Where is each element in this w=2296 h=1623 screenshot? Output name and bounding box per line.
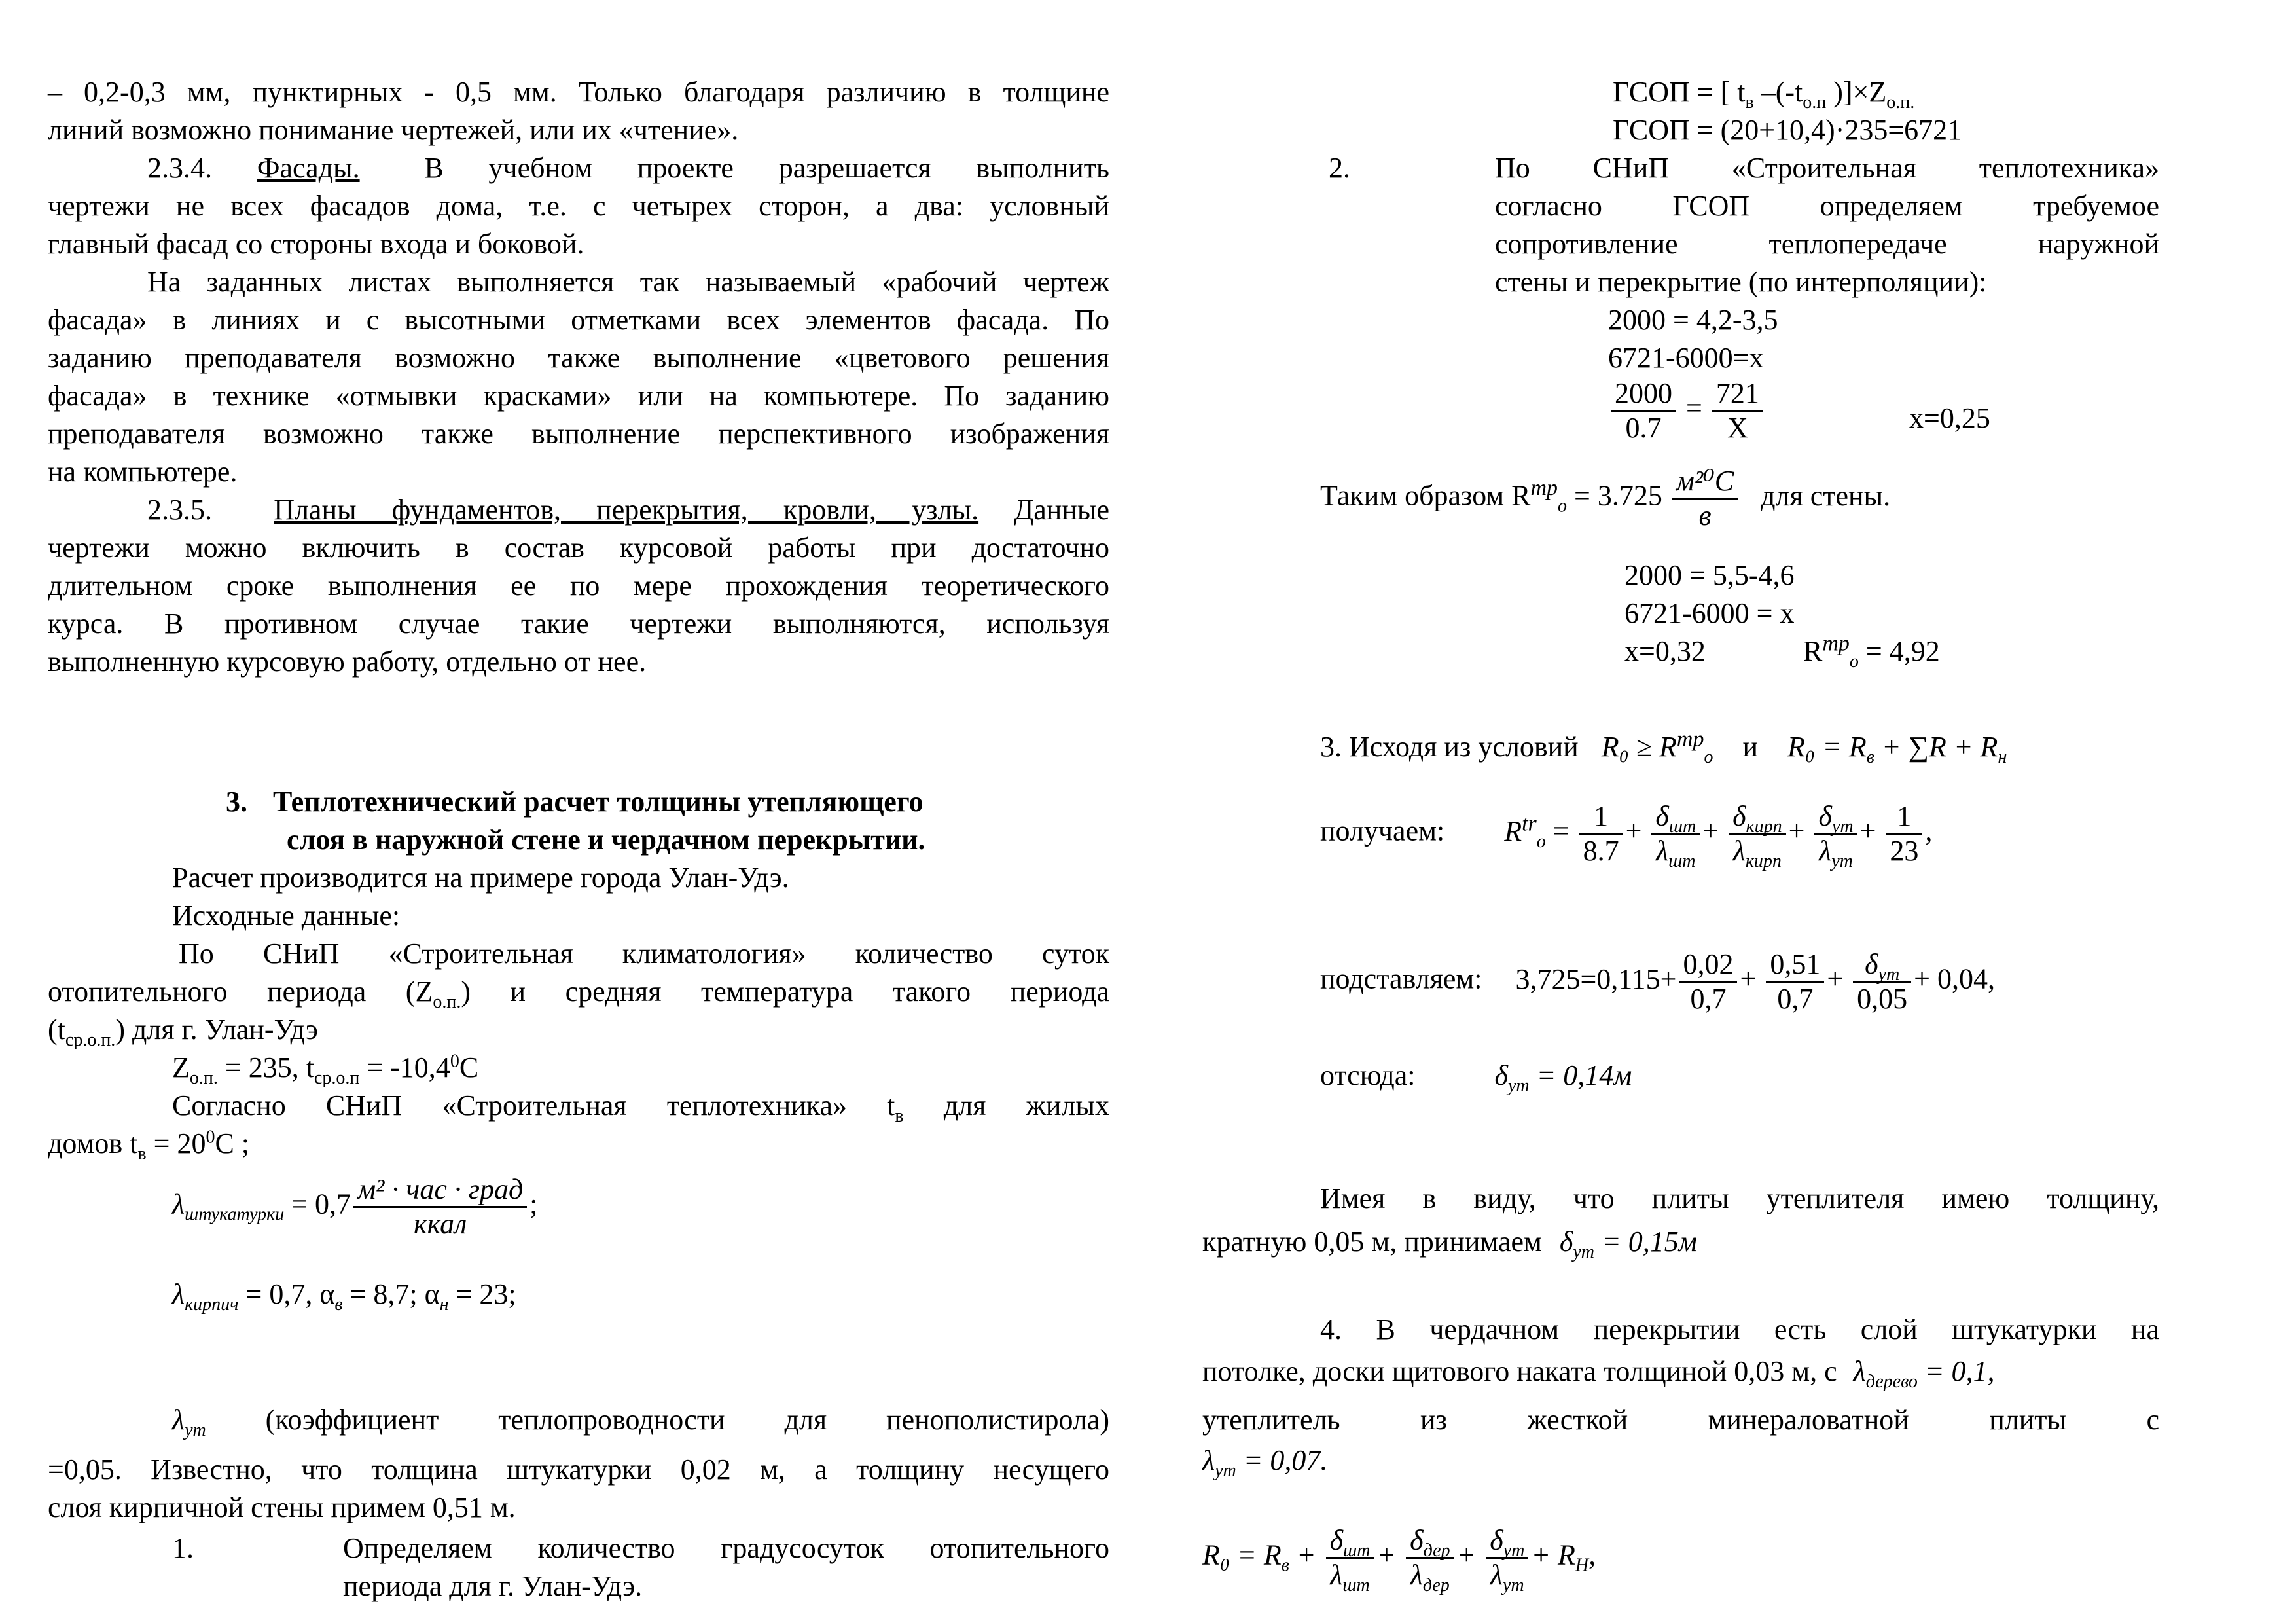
text-span: Данные (1014, 494, 1109, 526)
subscript: о.п. (1886, 92, 1915, 113)
fraction (1651, 800, 1700, 871)
text-line: курса. В противном случае такие чертежи выполняются, используя (48, 608, 1109, 640)
formula-ceiling-resistance: $R_0 = R_в$ + $\frac{\delta_{шт}}{\lambda_{шт}}$ + $\frac{\delta_{дер}}{\lambda_{дер}}$ + $\frac{\delta_{ут}}{\lambda_{ут}}$ + $R_H$, (1202, 1524, 1596, 1596)
subscript: дерево (1865, 1371, 1918, 1392)
fraction (1611, 377, 1676, 445)
text-line: Имея в виду, что плиты утеплителя имею толщину, (1320, 1182, 2159, 1214)
fraction (1814, 800, 1857, 871)
formula-part: R₀ = R (1202, 1539, 1282, 1571)
section-title-facades: Фасады. (257, 152, 360, 184)
subscript: ут (185, 1419, 206, 1440)
fraction-numerator (1486, 1524, 1528, 1559)
fraction-numerator (1326, 1524, 1374, 1559)
lambda-symbol: λ (1819, 835, 1832, 867)
fraction-denominator (1651, 835, 1700, 871)
text-line: Исходные данные: (172, 900, 401, 932)
subscript: в (1745, 92, 1754, 113)
interp-line: 6721-6000 = x (1624, 597, 1795, 629)
subscript: ут (1573, 1241, 1594, 1262)
superscript: тр (1676, 727, 1704, 752)
text-line: сопротивление теплопередаче наружной (1495, 228, 2159, 260)
text-span: потолке, доски щитового наката толщиной 0,03 м, с (1202, 1355, 1837, 1387)
interp-line: 2000 = 5,5-4,6 (1624, 559, 1795, 591)
fraction-denominator (1326, 1559, 1374, 1596)
section-title-plans: Планы фундаментов, перекрытия, кровли, узлы. (274, 494, 979, 526)
fraction-denominator: ккал (414, 1208, 467, 1240)
formula-value: = 0,7, α (238, 1278, 335, 1310)
lambda-symbol: λ (1853, 1355, 1866, 1387)
fraction (1406, 1524, 1454, 1596)
heading-number: 3. (226, 786, 247, 818)
chapter-3-heading (226, 783, 1109, 821)
formula (1494, 1059, 1632, 1096)
fraction-numerator: 721 (1712, 377, 1763, 412)
text-line: чертежи не всех фасадов дома, т.е. с четырех сторон, а два: условный (48, 190, 1109, 222)
text-span: В учебном проекте разрешается выполнить (424, 152, 1109, 184)
lambda-symbol: λ (172, 1188, 185, 1220)
subscript: ср.о.п (314, 1067, 360, 1088)
superscript: 0 (206, 1127, 215, 1148)
formula (1787, 731, 2007, 767)
formula-value: = 23; (448, 1278, 516, 1310)
subscript: штукатурки (185, 1204, 285, 1225)
condition-line (1320, 728, 2159, 766)
text-span: для стены. (1761, 479, 1891, 512)
text-line: выполненную курсовую работу, отдельно от нее. (48, 646, 647, 678)
fraction (1486, 1524, 1528, 1596)
fraction-denominator: 0.7 (1625, 412, 1662, 444)
formula-result (1320, 1057, 2159, 1095)
subscript: ут (1215, 1460, 1236, 1481)
superscript: tr (1522, 811, 1537, 835)
fraction (1672, 465, 1738, 532)
subscript: о (1558, 496, 1568, 517)
formula-gsop-value: ГСОП = (20+10,4)·235=6721 (1613, 114, 1962, 146)
text-line: фасада» в линиях и с высотными отметками всех элементов фасада. По (48, 304, 1109, 336)
text-span: ) для г. Улан-Удэ (115, 1013, 318, 1046)
text-span: Согласно СНиП «Строительная теплотехника» t (172, 1089, 895, 1122)
formula-part: R₀ = R (1787, 731, 1867, 763)
text-span: ) и средняя температура такого периода (461, 976, 1109, 1008)
text-span: кратную 0,05 м, принимаем (1202, 1226, 1542, 1258)
text-line: линий возможно понимание чертежей, или их «чтение». (48, 114, 739, 146)
delta-symbol: δ (1732, 800, 1746, 832)
result-value: x=0,25 (1909, 402, 1990, 434)
delta-symbol: δ (1494, 1059, 1508, 1091)
text-line: согласно ГСОП определяем требуемое (1495, 190, 2159, 222)
text-span: Z (172, 1051, 190, 1084)
text-span: (t (48, 1013, 65, 1046)
text-line (1202, 1223, 2159, 1261)
fraction-numerator: 0,02 (1679, 948, 1737, 983)
text-span: = -10,4 (359, 1051, 450, 1084)
subscript: о (1849, 651, 1859, 672)
text-line: на компьютере. (48, 456, 238, 488)
text-line: слоя кирпичной стены примем 0,51 м. (48, 1491, 516, 1523)
text-span: 3. Исходя из условий (1320, 731, 1579, 763)
text-line: =0,05. Известно, что толщина штукатурки 0,02 м, а толщину несущего (48, 1453, 1109, 1486)
text-span: подставляем: (1320, 962, 1482, 995)
subscript: о (1704, 746, 1713, 767)
formula-resistance: получаем: $R^{tr}_o$ = $\frac{1}{8.7}$ + $\frac{\delta_{шт}}{\lambda_{шт}}$ + $\frac{\delta_{кирп}}{\lambda_{кирп}}$ + $\frac{\delta_{ут}}{\lambda_{ут}}$ + $\frac{1}{23}$ , (1320, 800, 1933, 871)
formula-value: = 0,07. (1236, 1444, 1328, 1476)
fraction-numerator: 0,51 (1766, 948, 1824, 983)
equals-sign: = (1552, 814, 1570, 847)
subscript: ут (1502, 1575, 1524, 1596)
formula-value: = 0,1, (1917, 1355, 1995, 1387)
text-line (172, 1049, 1109, 1087)
text-span: отопительного периода (Z (48, 976, 433, 1008)
heading-text: Теплотехнический расчет толщины утепляющего (273, 786, 924, 818)
text-line: чертежи можно включить в состав курсовой работы при достаточно (48, 532, 1109, 564)
fraction (1679, 948, 1737, 1015)
formula-end: ; (529, 1188, 538, 1220)
delta-symbol: δ (1410, 1524, 1424, 1556)
section-number: 2.3.4. (147, 152, 212, 184)
subscript: шт (1343, 1540, 1371, 1561)
lambda-symbol: λ (1656, 835, 1669, 867)
text-line (172, 1087, 1109, 1125)
list-item-1-text: Определяем количество градусосуток отопительного (343, 1532, 1109, 1564)
superscript: тр (1822, 631, 1850, 656)
subscript: кирп (1746, 816, 1782, 837)
formula-value: = 8,7; α (342, 1278, 440, 1310)
fraction-numerator: м²⁰С (1672, 465, 1738, 500)
subscript: H (1575, 1555, 1589, 1576)
formula-value: = 0,14м (1529, 1059, 1632, 1091)
text-span: и (1742, 731, 1759, 763)
delta-symbol: δ (1655, 800, 1669, 832)
fraction-numerator (1406, 1524, 1454, 1559)
text-line: стены и перекрытие (по интерполяции): (1495, 266, 1987, 298)
fraction-denominator: 8.7 (1583, 835, 1619, 867)
section-number: 2.3.5. (147, 494, 212, 526)
fraction-numerator (1729, 800, 1786, 835)
requirement-wall (1320, 465, 2159, 532)
section-2-3-5-line (147, 491, 1109, 529)
delta-symbol: δ (1865, 948, 1878, 980)
superscript: тр (1530, 475, 1558, 500)
subscript: ут (1831, 816, 1854, 837)
formula-end: , (1925, 814, 1933, 847)
chapter-3-heading-line2: слоя в наружной стене и чердачном перекрытии. (287, 824, 925, 856)
fraction-numerator: 2000 (1611, 377, 1676, 412)
text-line: 4. В чердачном перекрытии есть слой штукатурки на (1320, 1313, 2159, 1345)
text-span: R (1803, 635, 1823, 667)
subscript: в (1281, 1555, 1289, 1576)
formula-substitution: подставляем: 3,725=0,115+ $\frac{0,02}{0,7}$ + $\frac{0,51}{0,7}$ + $\frac{\delta_{ут}}{0,05}$ + 0,04, (1320, 948, 1995, 1015)
result-value: x=0,32 (1624, 635, 1706, 667)
fraction (1579, 800, 1623, 867)
text-span: = 20 (146, 1127, 206, 1159)
subscript: н (439, 1294, 449, 1315)
requirement-ceiling (1803, 632, 2159, 670)
symbol (1504, 811, 1546, 852)
fraction-denominator (1814, 835, 1857, 871)
fraction-denominator: 0,05 (1857, 983, 1908, 1015)
text-line: длительном сроке выполнения ее по мере прохождения теоретического (48, 570, 1109, 602)
subscript: шт (1342, 1575, 1370, 1596)
text-line: – 0,2-0,3 мм, пунктирных - 0,5 мм. Только благодаря различию в толщине (48, 76, 1109, 108)
subscript: о.п. (189, 1067, 218, 1088)
text-line: фасада» в технике «отмывки красками» или на компьютере. По заданию (48, 380, 1109, 412)
lambda-symbol: λ (1410, 1559, 1423, 1591)
formula-gsop (1613, 73, 2159, 111)
fraction (1326, 1524, 1374, 1596)
fraction-numerator: 1 (1886, 800, 1922, 835)
text-line (172, 1401, 1109, 1439)
lambda-symbol: λ (1202, 1444, 1215, 1476)
interp-line: 2000 = 4,2-3,5 (1608, 304, 1778, 336)
text-span: = 235, t (217, 1051, 314, 1084)
lambda-symbol: λ (1490, 1559, 1503, 1591)
text-line (1202, 1353, 2159, 1391)
subscript: шт (1668, 850, 1696, 871)
formula (1853, 1355, 1995, 1392)
subscript: н (1998, 746, 2007, 767)
subscript: дер (1422, 1575, 1450, 1596)
fraction-numerator (1853, 948, 1911, 983)
text-span: ГСОП = [ t (1613, 76, 1746, 108)
text-line (48, 1125, 1109, 1163)
formula-end: , (1588, 1539, 1596, 1571)
fraction (1766, 948, 1824, 1015)
lambda-symbol: $\lambda_{ут}$ (172, 1404, 206, 1440)
fraction (1729, 800, 1786, 871)
fraction (353, 1173, 527, 1241)
text-line: заданию преподавателя возможно также выполнение «цветового решения (48, 342, 1109, 374)
delta-symbol: δ (1490, 1524, 1503, 1556)
subscript: в (137, 1143, 147, 1164)
formula (1202, 1442, 2159, 1480)
text-line: утеплитель из жесткой минераловатной плиты с (1202, 1404, 2159, 1436)
delta-symbol: δ (1818, 800, 1832, 832)
subscript: ут (1878, 964, 1900, 985)
list-number: 1. (172, 1532, 194, 1564)
subscript: в (334, 1294, 343, 1315)
fraction-numerator: м² · час · град (353, 1173, 527, 1208)
subscript: в (1866, 746, 1874, 767)
text-span: –(-t (1753, 76, 1803, 108)
formula-value: = 0,15м (1594, 1226, 1697, 1258)
lambda-symbol: λ (1330, 1559, 1343, 1591)
section-2-3-4-line (147, 149, 1109, 187)
text-span: С (459, 1051, 479, 1084)
list-item-1-text: периода для г. Улан-Удэ. (343, 1570, 643, 1602)
subscript: ут (1503, 1540, 1525, 1561)
subscript: ср.о.п. (65, 1029, 116, 1050)
fraction-numerator (1651, 800, 1700, 835)
subscript: кирп (1745, 850, 1782, 871)
text-span: = 3.725 (1567, 479, 1662, 512)
formula-part: 3,725=0,115+ (1515, 962, 1677, 995)
fraction-numerator: 1 (1579, 800, 1623, 835)
symbol-part: R (1504, 814, 1522, 847)
formula (1559, 1226, 1697, 1262)
formula-part: + R (1531, 1539, 1575, 1571)
text-line: По СНиП «Строительная теплотехника» (1495, 152, 2159, 184)
fraction-denominator: в (1698, 500, 1712, 532)
subscript: ут (1831, 850, 1853, 871)
text-span: для жилых (943, 1089, 1109, 1122)
plus-sign: + (1296, 1539, 1316, 1571)
formula-part: R₀ ≥ R (1601, 731, 1677, 763)
lambda-symbol: λ (1732, 835, 1746, 867)
delta-symbol: δ (1329, 1524, 1344, 1556)
equals-sign: = (1686, 392, 1702, 424)
text-span: С ; (215, 1127, 250, 1159)
text-line: Расчет производится на примере города Улан-Удэ. (172, 862, 789, 894)
text-span: (коэффициент теплопроводности для пенополистирола) (265, 1404, 1109, 1436)
fraction-denominator (1406, 1559, 1454, 1596)
formula (1601, 727, 1713, 767)
formula-value: = 0,7 (291, 1188, 351, 1220)
subscript: шт (1668, 816, 1696, 837)
text-span: = 4,92 (1858, 635, 1940, 667)
fraction-numerator (1814, 800, 1857, 835)
subscript: о.п. (433, 991, 461, 1012)
text-line: На заданных листах выполняется так называемый «рабочий чертеж (147, 266, 1109, 298)
fraction (1853, 948, 1911, 1015)
text-line: преподавателя возможно также выполнение перспективного изображения (48, 418, 1109, 450)
text-span: )]×Z (1826, 76, 1887, 108)
subscript: кирпич (185, 1294, 239, 1315)
text-line (48, 973, 1109, 1011)
interp-line: 6721-6000=x (1608, 342, 1764, 374)
fraction-denominator: 0,7 (1777, 983, 1814, 1015)
text-line: главный фасад со стороны входа и боковой. (48, 228, 584, 260)
text-line (48, 1011, 1109, 1049)
text-line: По СНиП «Строительная климатология» количество суток (179, 938, 1109, 970)
subscript: дер (1423, 1540, 1450, 1561)
delta-symbol: δ (1559, 1226, 1573, 1258)
formula-lambda-brick (172, 1275, 1109, 1313)
list-number: 2. (1329, 152, 1350, 184)
formula-part: + 0,04, (1914, 962, 1995, 995)
formula-part: + ∑R + R (1874, 731, 1998, 763)
subscript: o (1536, 831, 1546, 852)
text-span: домов t (48, 1127, 138, 1159)
fraction-denominator: 23 (1890, 835, 1919, 867)
formula-lambda-plaster (172, 1173, 1109, 1241)
fraction (1712, 377, 1763, 445)
fraction-denominator: 0,7 (1690, 983, 1727, 1015)
fraction-denominator (1486, 1559, 1528, 1596)
fraction-denominator (1729, 835, 1786, 871)
subscript: ут (1507, 1075, 1530, 1096)
text-span: отсюда: (1320, 1059, 1416, 1091)
text-span: Таким образом R (1320, 479, 1531, 512)
subscript: о.п (1803, 92, 1827, 113)
fraction-denominator: X (1727, 412, 1748, 444)
subscript: в (895, 1105, 904, 1126)
text-span: получаем: (1320, 814, 1445, 847)
fraction (1886, 800, 1922, 867)
lambda-symbol: λ (172, 1278, 185, 1310)
superscript: 0 (450, 1051, 459, 1072)
